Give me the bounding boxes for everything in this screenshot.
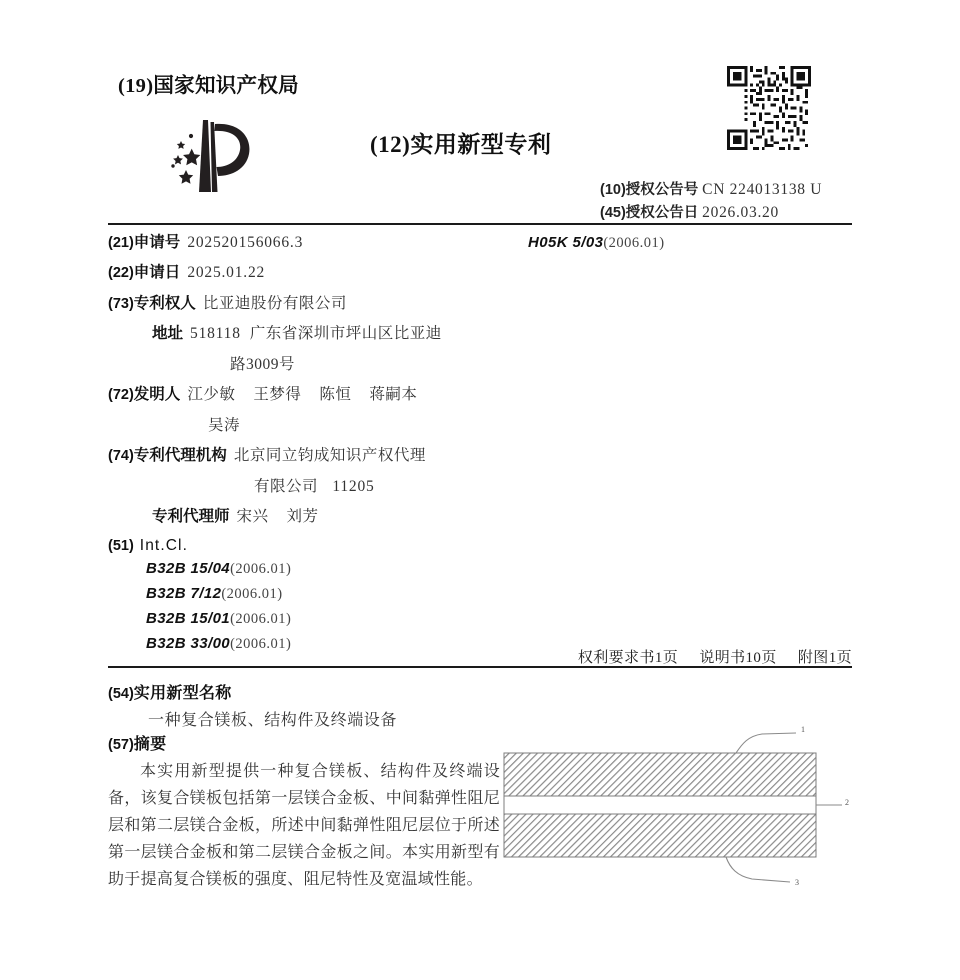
patentee-code: (73) [108, 295, 134, 312]
ipc-item [146, 635, 528, 653]
application-date-row [108, 262, 528, 284]
agents-names [237, 506, 319, 528]
application-date-label: 申请日 [133, 264, 181, 282]
publication-date-code: (45) [600, 205, 626, 221]
address-line2: 路3009号 [230, 355, 296, 373]
figure-label-1: 1 [801, 725, 805, 734]
cnipa-emblem-icon [156, 114, 268, 200]
abstract-heading [108, 731, 508, 754]
document-kind [370, 126, 551, 159]
publication-number-value: CN 224013138 U [702, 181, 823, 198]
qr-code-icon [727, 66, 811, 150]
address-label: 地址 [152, 325, 184, 343]
inventors-line2: 吴涛 [208, 416, 241, 434]
ipc-code: (51) [108, 537, 134, 554]
title-label: 实用新型名称 [133, 685, 232, 702]
patentee-row [108, 293, 528, 315]
publication-number-code: (10) [600, 182, 626, 198]
title-code: (54) [108, 686, 134, 702]
publication-date [600, 201, 779, 222]
ipc-item [146, 610, 528, 628]
ipc-item [146, 585, 528, 603]
application-number-value: 202520156066.3 [187, 234, 304, 251]
application-number-row [108, 232, 528, 254]
ipc-main-version: (2006.01) [603, 235, 665, 251]
inventors-label: 发明人 [133, 386, 181, 404]
abstract-figure [490, 722, 850, 902]
application-number-label: 申请号 [133, 234, 181, 251]
ipc-symbol: B32B 15/01 [146, 609, 231, 627]
ipc-main-symbol: H05K 5/03 [528, 234, 604, 251]
ipc-main-classification [528, 234, 665, 252]
agency-registration-code: 11205 [332, 477, 375, 495]
ipc-version: (2006.01) [221, 585, 283, 602]
agency-row [108, 445, 528, 467]
inventor-name: 王梦得 [253, 386, 302, 404]
patentee-value: 比亚迪股份有限公司 [202, 294, 347, 312]
ipc-symbol: B32B 33/00 [146, 634, 231, 652]
page-counts [540, 646, 852, 667]
inventor-name: 陈恒 [319, 386, 352, 404]
publication-date-value: 2026.03.20 [702, 204, 779, 221]
header-divider [108, 223, 852, 225]
abstract-section [108, 731, 508, 893]
kind-code: (12) [370, 132, 411, 157]
ipc-symbol: B32B 15/04 [146, 559, 231, 577]
agency-line2-wrap [254, 476, 528, 498]
abstract-code: (57) [108, 737, 134, 753]
kind-name: 实用新型专利 [410, 132, 552, 157]
office-code: (19) [118, 75, 154, 97]
figure-label-3: 3 [795, 878, 799, 887]
address-postcode: 518118 [190, 325, 241, 343]
publication-number-label: 授权公告号 [625, 182, 699, 198]
address-line1: 广东省深圳市坪山区比亚迪 [249, 325, 442, 343]
agency-code: (74) [108, 448, 134, 465]
title-heading [108, 680, 508, 703]
abstract-divider [108, 666, 852, 668]
publication-number [600, 178, 822, 199]
patentee-label: 专利权人 [133, 294, 196, 312]
application-date-code: (22) [108, 265, 134, 282]
ipc-item [146, 560, 528, 578]
application-date-value: 2025.01.22 [187, 264, 266, 282]
ipc-header [108, 537, 528, 555]
ipc-version: (2006.01) [230, 560, 292, 577]
title-value: 一种复合镁板、结构件及终端设备 [148, 712, 398, 729]
application-number-code: (21) [108, 235, 134, 251]
inventor-name: 江少敏 [187, 386, 236, 404]
utility-model-title-section [108, 680, 508, 730]
inventors-line1 [187, 384, 417, 406]
inventors-row [108, 384, 528, 406]
agent-name: 刘芳 [286, 508, 319, 526]
description-page-count: 说明书10页 [699, 650, 777, 666]
agents-label: 专利代理师 [152, 508, 230, 526]
inventors-code: (72) [108, 387, 134, 404]
office-name: 国家知识产权局 [153, 75, 299, 97]
abstract-text: 本实用新型提供一种复合镁板、结构件及终端设备，该复合镁板包括第一层镁合金板、中间黏弹性阻尼层和第二层镁合金板，所述中间黏弹性阻尼层位于所述第一层镁合金板和第二层镁合金板之间。本实用新型有助于提高复合镁板的强度、阻尼特性及宽温域性能。 [108, 763, 500, 888]
publication-date-label: 授权公告日 [625, 205, 699, 221]
drawings-page-count: 附图1页 [797, 650, 852, 666]
issuing-office [118, 68, 299, 98]
ipc-version: (2006.01) [230, 635, 292, 652]
bibliographic-data [108, 232, 528, 660]
inventor-name: 蒋嗣本 [369, 386, 418, 404]
ipc-label: Int.Cl. [139, 536, 188, 554]
agency-line1: 北京同立钧成知识产权代理 [233, 447, 426, 465]
agency-label: 专利代理机构 [133, 447, 227, 465]
agent-name: 宋兴 [236, 508, 269, 526]
address-row [152, 323, 528, 345]
ipc-version: (2006.01) [230, 610, 292, 627]
agents-row [152, 506, 528, 528]
figure-label-2: 2 [845, 798, 849, 807]
abstract-label: 摘要 [133, 736, 167, 753]
ipc-symbol: B32B 7/12 [146, 584, 222, 602]
agency-line2: 有限公司 [254, 477, 319, 495]
claims-page-count: 权利要求书1页 [577, 650, 679, 666]
